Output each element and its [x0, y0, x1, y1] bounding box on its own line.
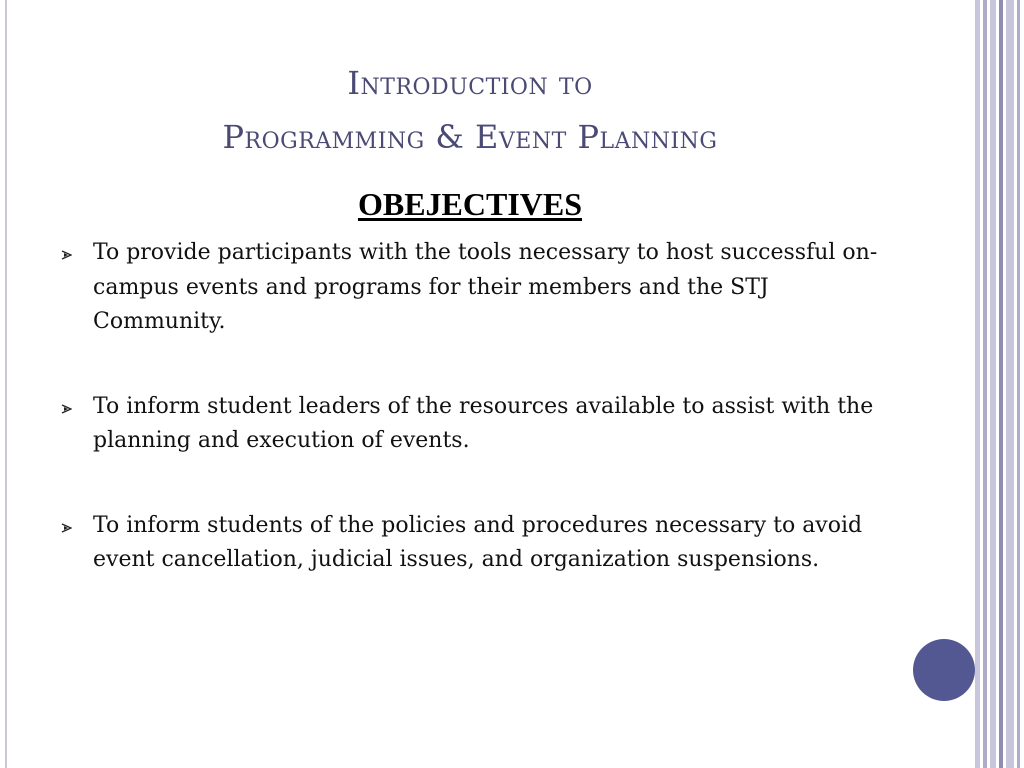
left-border-line — [5, 0, 7, 768]
list-item — [60, 390, 900, 459]
bullet-text: To provide participants with the tools necessary to host successful on-campus events and programs for their members and the STJ Community. — [93, 240, 878, 334]
slide-title — [60, 56, 880, 164]
bullet-text: To inform student leaders of the resources available to assist with the planning and execution of events. — [93, 393, 874, 453]
decorative-stripe — [1006, 0, 1014, 768]
arrowhead-bullet-icon — [60, 509, 74, 543]
decorative-stripe — [999, 0, 1003, 768]
objectives-list — [60, 236, 900, 578]
decorative-circle — [913, 639, 975, 701]
list-item — [60, 509, 900, 578]
decorative-stripe — [983, 0, 987, 768]
slide-title-line-1: Introduction to — [347, 64, 593, 102]
objectives-heading: OBEJECTIVES — [357, 186, 583, 222]
decorative-stripe — [1017, 0, 1020, 768]
arrowhead-bullet-icon — [60, 390, 74, 424]
decorative-stripe — [990, 0, 996, 768]
list-item — [60, 236, 900, 340]
slide-title-line-2: Programming & Event Planning — [222, 118, 718, 156]
bullet-text: To inform students of the policies and procedures necessary to avoid event cancellation, judicial issues, and organization suspensions. — [93, 512, 863, 572]
arrowhead-bullet-icon — [60, 236, 74, 270]
decorative-stripe — [975, 0, 980, 768]
